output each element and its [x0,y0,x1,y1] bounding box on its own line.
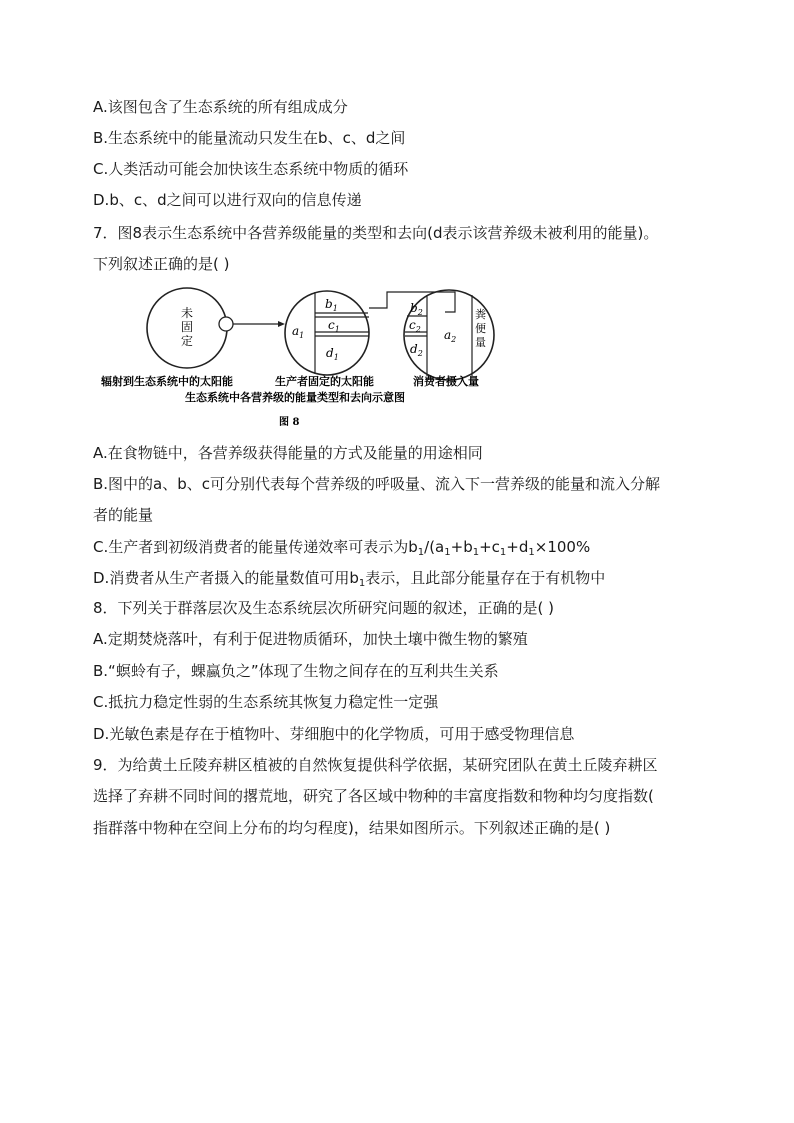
q7-stem-line2: 下列叙述正确的是( ) [93,255,230,273]
circle1-char-1: 未 [181,306,194,320]
q7-option-d: D.消费者从生产者摄入的能量数值可用$b_1$表示，且此部分能量存在于有机物中 [93,569,606,589]
svg-text:粪: 粪 [475,308,486,321]
svg-text:d2: $d_2$ [410,342,423,358]
svg-text:b1: $b_1$ [325,297,338,313]
caption-producer-fixed: 生产者固定的太阳能 [275,375,374,388]
q9-stem-line3: 指群落中物种在空间上分布的均匀程度)，结果如图所示。下列叙述正确的是( ) [93,819,611,837]
q9-stem-line2: 选择了弃耕不同时间的撂荒地，研究了各区域中物种的丰富度指数和物种均匀度指数( [93,787,654,805]
q6-option-c: C.人类活动可能会加快该生态系统中物质的循环 [93,160,409,178]
circle-producer [285,291,369,375]
svg-text:a2: $a_2$ [444,328,457,344]
svg-text:c1: $c_1$ [328,318,340,334]
q7-option-b-line2: 者的能量 [93,506,154,524]
q9-stem-line1: 9．为给黄土丘陵弃耕区植被的自然恢复提供科学依据，某研究团队在黄土丘陵弃耕区 [93,756,658,774]
q6-option-a: A.该图包含了生态系统的所有组成成分 [93,98,348,116]
energy-flow-diagram [95,286,495,431]
circle1-char-3: 定 [181,334,194,348]
q7-option-a: A.在食物链中，各营养级获得能量的方式及能量的用途相同 [93,444,483,462]
q7-stem-line1: 7．图8表示生态系统中各营养级能量的类型和去向(d表示该营养级未被利用的能量)。 [93,224,659,242]
figure-label: 图 8 [279,417,300,428]
circle-consumer [404,290,494,380]
svg-text:d1: $d_1$ [326,346,339,362]
q8-stem: 8．下列关于群落层次及生态系统层次所研究问题的叙述，正确的是( ) [93,599,555,617]
diagram-title: 生态系统中各营养级的能量类型和去向示意图 [185,391,405,404]
arrow-head-icon [278,321,285,327]
caption-consumer-intake: 消费者摄入量 [413,375,479,388]
q8-option-d: D.光敏色素是存在于植物叶、芽细胞中的化学物质，可用于感受物理信息 [93,725,575,743]
svg-text:c2: $c_2$ [409,318,421,334]
q8-option-c: C.抵抗力稳定性弱的生态系统其恢复力稳定性一定强 [93,693,439,711]
q8-option-a: A.定期焚烧落叶，有利于促进物质循环，加快土壤中微生物的繁殖 [93,630,528,648]
svg-text:a1: $a_1$ [292,324,305,340]
q7-option-b-line1: B.图中的a、b、c可分别代表每个营养级的呼吸量、流入下一营养级的能量和流入分解 [93,475,661,493]
q6-option-d: D.b、c、d之间可以进行双向的信息传递 [93,191,362,209]
q6-option-b: B.生态系统中的能量流动只发生在b、c、d之间 [93,129,406,147]
q8-option-b: B.“螟蛉有子，蜾蠃负之”体现了生物之间存在的互利共生关系 [93,662,499,680]
svg-text:便: 便 [475,322,486,335]
svg-text:量: 量 [475,336,486,349]
svg-text:b2: $b_2$ [410,301,423,317]
caption-radiated-solar-energy: 辐射到生态系统中的太阳能 [101,375,233,388]
q7-option-c: C.生产者到初级消费者的能量传递效率可表示为$b_1/(a_1+b_1+c_1+d_1\times 100\%$ [93,538,591,558]
fixed-portion-circle [219,317,233,331]
circle1-char-2: 固 [181,320,194,334]
